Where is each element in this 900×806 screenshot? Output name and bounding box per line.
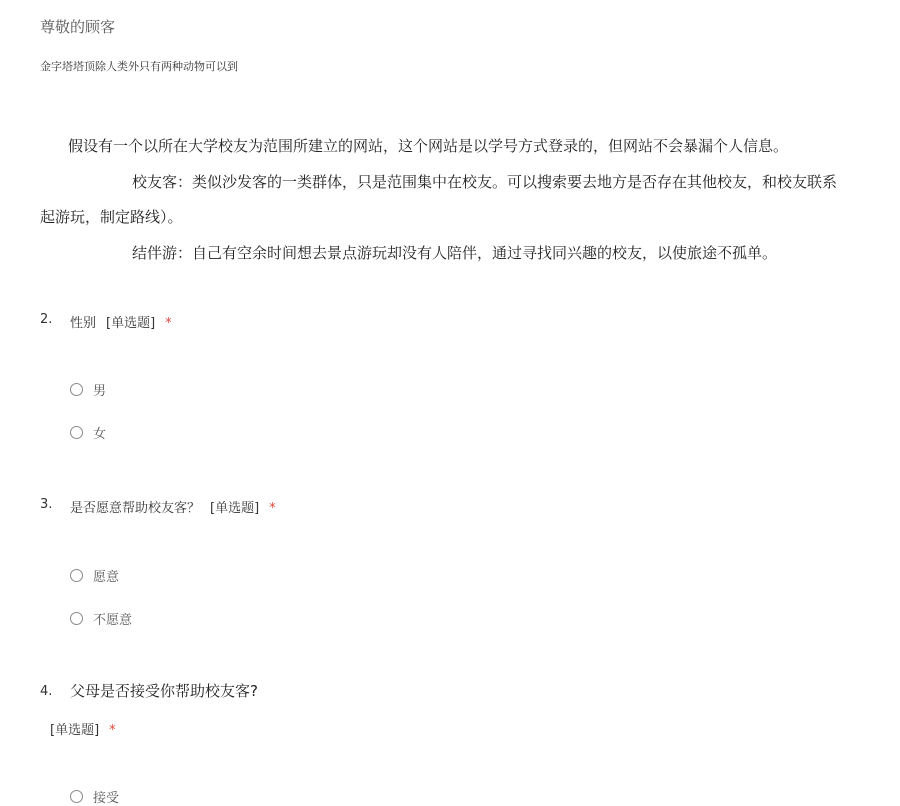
required-mark: * xyxy=(109,723,116,738)
option-male[interactable] xyxy=(70,380,106,398)
question-type-row xyxy=(50,719,116,738)
option-label: 女 xyxy=(93,426,107,442)
question-number: 2. xyxy=(40,312,53,327)
option-accept[interactable] xyxy=(70,787,119,805)
intro-line-1: 假设有一个以所在大学校友为范围所建立的网站，这个网站是以学号方式登录的，但网站不会暴漏个人信息。 xyxy=(68,137,789,155)
question-text: 是否愿意帮助校友客？ xyxy=(70,501,201,516)
question-type: [单选题] xyxy=(50,723,100,738)
radio-button[interactable] xyxy=(70,426,83,439)
required-mark: * xyxy=(269,501,276,516)
intro-line-4: 结伴游：自己有空余时间想去景点游玩却没有人陪伴，通过寻找同兴趣的校友，以使旅途不孤单。 xyxy=(132,244,778,262)
survey-intro xyxy=(0,128,900,278)
question-text: 性别 xyxy=(70,316,97,331)
question-text: 父母是否接受你帮助校友客? xyxy=(70,682,258,700)
radio-button[interactable] xyxy=(70,612,83,625)
question-gender xyxy=(40,312,440,332)
question-parents-accept xyxy=(40,680,440,704)
intro-line-3: 起游玩，制定路线）。 xyxy=(40,208,183,226)
option-unwilling[interactable] xyxy=(70,609,132,627)
option-label: 不愿意 xyxy=(93,612,133,628)
question-number: 3. xyxy=(40,497,53,512)
option-female[interactable] xyxy=(70,423,106,441)
option-label: 男 xyxy=(93,383,107,399)
option-label: 愿意 xyxy=(93,569,120,585)
option-willing[interactable] xyxy=(70,566,119,584)
intro-line-2: 校友客：类似沙发客的一类群体，只是范围集中在校友。可以搜索要去地方是否存在其他校友，和校友联系 xyxy=(132,173,838,191)
page-subtitle: 金字塔塔顶除人类外只有两种动物可以到 xyxy=(40,60,238,73)
required-mark: * xyxy=(165,316,172,331)
question-willing-help xyxy=(40,497,440,517)
radio-button[interactable] xyxy=(70,569,83,582)
question-type: [单选题] xyxy=(210,501,260,516)
question-type: [单选题] xyxy=(106,316,156,331)
radio-button[interactable] xyxy=(70,383,83,396)
option-label: 接受 xyxy=(93,790,120,806)
page-title: 尊敬的顾客 xyxy=(40,18,116,36)
question-title xyxy=(70,497,276,516)
question-number: 4. xyxy=(40,684,53,699)
question-title xyxy=(70,312,172,331)
radio-button[interactable] xyxy=(70,790,83,803)
